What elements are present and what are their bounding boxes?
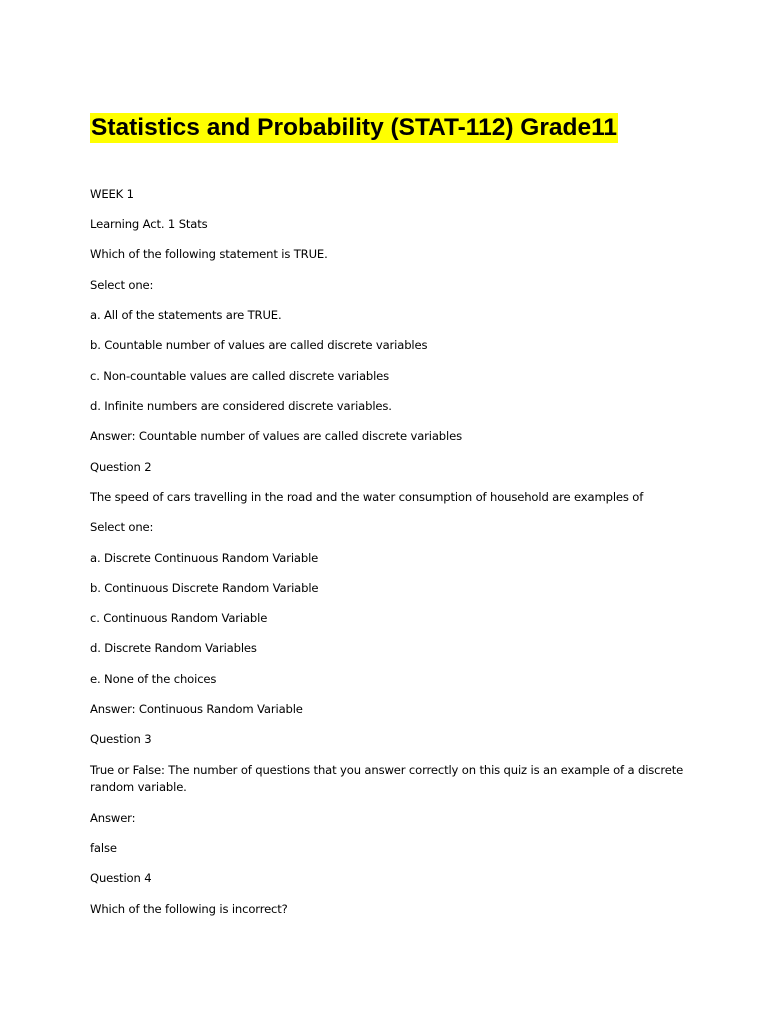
question-2-text: The speed of cars travelling in the road and the water consumption of household are examples of xyxy=(90,490,644,504)
select-one-label: Select one: xyxy=(90,520,154,534)
question-2-heading: Question 2 xyxy=(90,460,152,474)
question-4-heading: Question 4 xyxy=(90,871,152,885)
question-2-option-c: c. Continuous Random Variable xyxy=(90,611,268,625)
activity-label: Learning Act. 1 Stats xyxy=(90,217,208,231)
question-1-text: Which of the following statement is TRUE. xyxy=(90,247,328,261)
question-1-answer: Answer: Countable number of values are called discrete variables xyxy=(90,429,462,443)
week-heading: WEEK 1 xyxy=(90,187,134,201)
question-2-answer: Answer: Continuous Random Variable xyxy=(90,702,303,716)
question-2-option-b: b. Continuous Discrete Random Variable xyxy=(90,581,319,595)
document-title: Statistics and Probability (STAT-112) Grade11 xyxy=(91,114,618,141)
question-2-option-d: d. Discrete Random Variables xyxy=(90,641,257,655)
question-3-text: True or False: The number of questions that you answer correctly on this quiz is an example of a discrete random variable. xyxy=(90,763,684,794)
question-1-option-a: a. All of the statements are TRUE. xyxy=(90,308,282,322)
question-4-text: Which of the following is incorrect? xyxy=(90,902,288,916)
select-one-label: Select one: xyxy=(90,278,154,292)
question-3-answer-label: Answer: xyxy=(90,811,136,825)
question-2-option-e: e. None of the choices xyxy=(90,672,217,686)
question-1-option-c: c. Non-countable values are called discrete variables xyxy=(90,369,390,383)
question-1-option-d: d. Infinite numbers are considered discrete variables. xyxy=(90,399,392,413)
question-1-option-b: b. Countable number of values are called discrete variables xyxy=(90,338,428,352)
question-3-answer-value: false xyxy=(90,841,117,855)
question-3-heading: Question 3 xyxy=(90,732,152,746)
question-2-option-a: a. Discrete Continuous Random Variable xyxy=(90,551,319,565)
